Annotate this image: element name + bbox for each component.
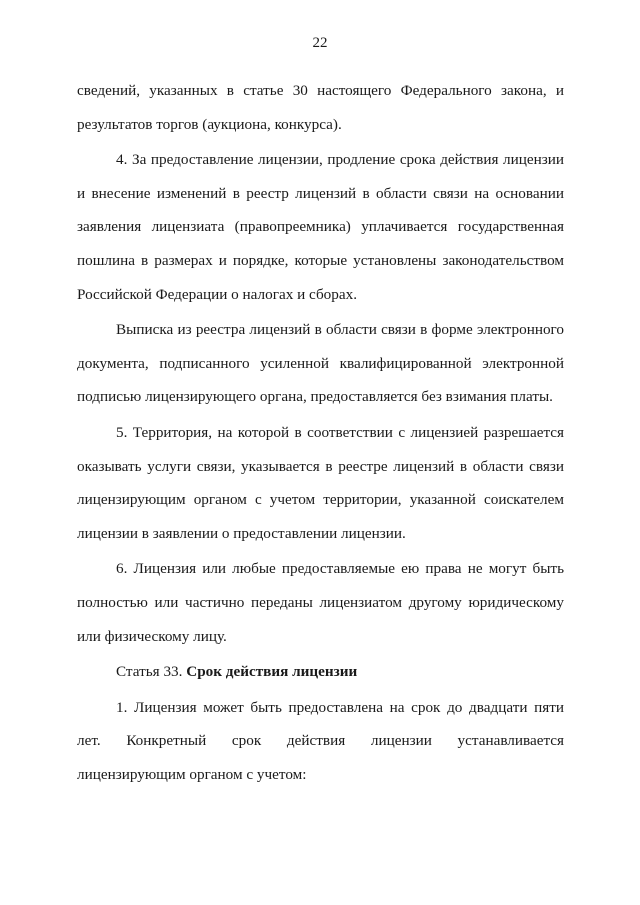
paragraph-6: 6. Лицензия или любые предоставляемые ею права не могут быть полностью или частично переданы лицензиатом другому юридическому или физическому лицу.: [77, 560, 564, 645]
paragraph-continuation: сведений, указанных в статье 30 настоящего Федерального закона, и результатов торгов (аукциона, конкурса).: [77, 82, 564, 133]
page-number: 22: [312, 35, 328, 51]
paragraph-5: 5. Территория, на которой в соответствии с лицензией разрешается оказывать услуги связи, указывается в реестре лицензий в области связи лицензирующим органом с учетом территории, указанной соискателем лицензии в заявлении о предоставлении лицензии.: [77, 423, 564, 542]
paragraph-extract: Выписка из реестра лицензий в области связи в форме электронного документа, подписанного усиленной квалифицированной электронной подписью лицензирующего органа, предоставляется без взимания платы.: [77, 321, 564, 406]
article-heading: [77, 655, 564, 689]
article-title: Срок действия лицензии: [186, 663, 358, 681]
article-prefix: Статья 33.: [116, 663, 183, 681]
article-paragraph-1: 1. Лицензия может быть предоставлена на срок до двадцати пяти лет. Конкретный срок действия лицензии устанавливается лицензирующим органом с учетом:: [77, 698, 564, 783]
paragraph-4: 4. За предоставление лицензии, продление срока действия лицензии и внесение изменений в реестр лицензий в области связи на основании заявления лицензиата (правопреемника) уплачивается государственная пошлина в размерах и порядке, которые установлены законодательством Российской Федерации о налогах и сборах.: [77, 151, 564, 303]
document-body: [77, 74, 564, 793]
